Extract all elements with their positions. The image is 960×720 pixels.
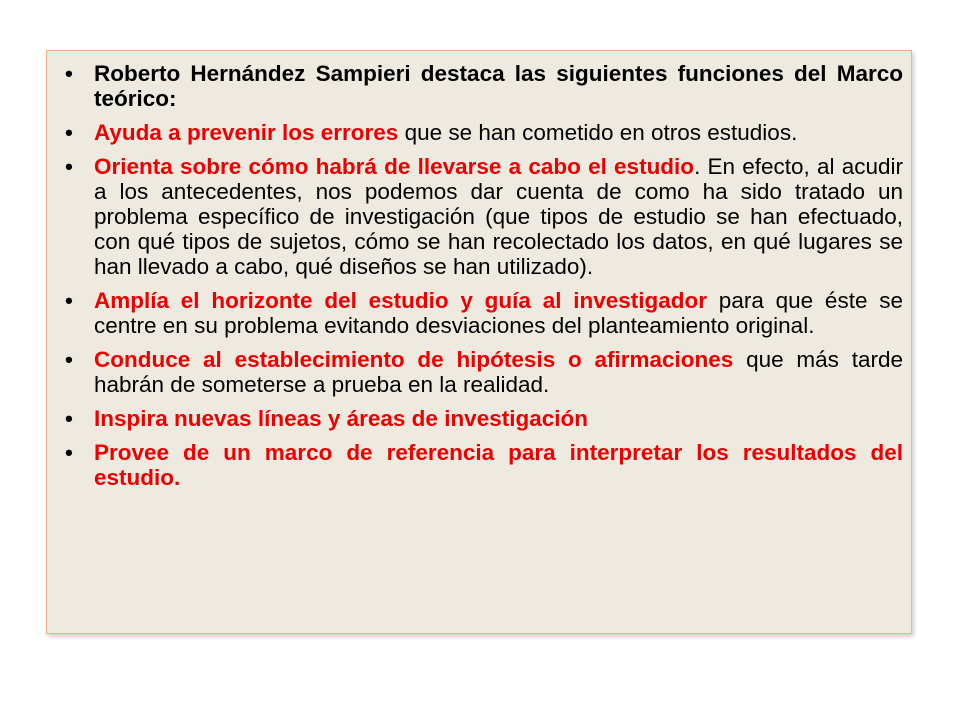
bullet-body-text: que más tarde habrán de someterse a prueba en la realidad. — [94, 347, 903, 397]
bullet-highlight-text: Provee de un marco de referencia para interpretar los resultados del estudio. — [94, 440, 903, 490]
bullet-item-orienta — [61, 154, 903, 279]
bullet-highlight-text: Amplía el horizonte del estudio y guía al investigador — [94, 288, 708, 313]
bullet-item-nuevas-lineas — [61, 406, 903, 431]
bullet-item-hipotesis — [61, 347, 903, 397]
bullet-item-marco-referencia — [61, 440, 903, 490]
bullet-item-sampieri — [61, 61, 903, 111]
bullet-list — [61, 61, 903, 490]
bullet-highlight-text: Inspira nuevas líneas y áreas de investigación — [94, 406, 588, 431]
bullet-dot-icon: • — [65, 406, 73, 431]
bullet-body-text: . En efecto, al acudir a los antecedentes, nos podemos dar cuenta de como ha sido tratado un problema específico de investigación (que tipos de estudio se han efectuado, con qué tipos de sujetos, cómo se han recolectado los datos, en qué lugares se han llevado a cabo, qué diseños se han utilizado). — [94, 154, 903, 279]
bullet-highlight-text: Ayuda a prevenir los errores — [94, 120, 399, 145]
bullet-highlight-text: Conduce al establecimiento de hipótesis o afirmaciones — [94, 347, 734, 372]
bullet-dot-icon: • — [65, 154, 73, 179]
bullet-dot-icon: • — [65, 120, 73, 145]
bullet-dot-icon: • — [65, 440, 73, 465]
bullet-item-amplia-horizonte — [61, 288, 903, 338]
bullet-dot-icon: • — [65, 288, 73, 313]
bullet-body-text: para que éste se centre en su problema evitando desviaciones del planteamiento original. — [94, 288, 903, 338]
bullet-item-prevenir-errores — [61, 120, 903, 145]
bullet-body-text: que se han cometido en otros estudios. — [398, 120, 798, 145]
content-textbox — [46, 50, 912, 634]
bullet-dot-icon: • — [65, 347, 73, 372]
bullet-highlight-text: Orienta sobre cómo habrá de llevarse a cabo el estudio — [94, 154, 695, 179]
bullet-intro-text: Roberto Hernández Sampieri destaca las siguientes funciones del Marco teórico: — [94, 61, 903, 111]
bullet-dot-icon: • — [65, 61, 73, 86]
